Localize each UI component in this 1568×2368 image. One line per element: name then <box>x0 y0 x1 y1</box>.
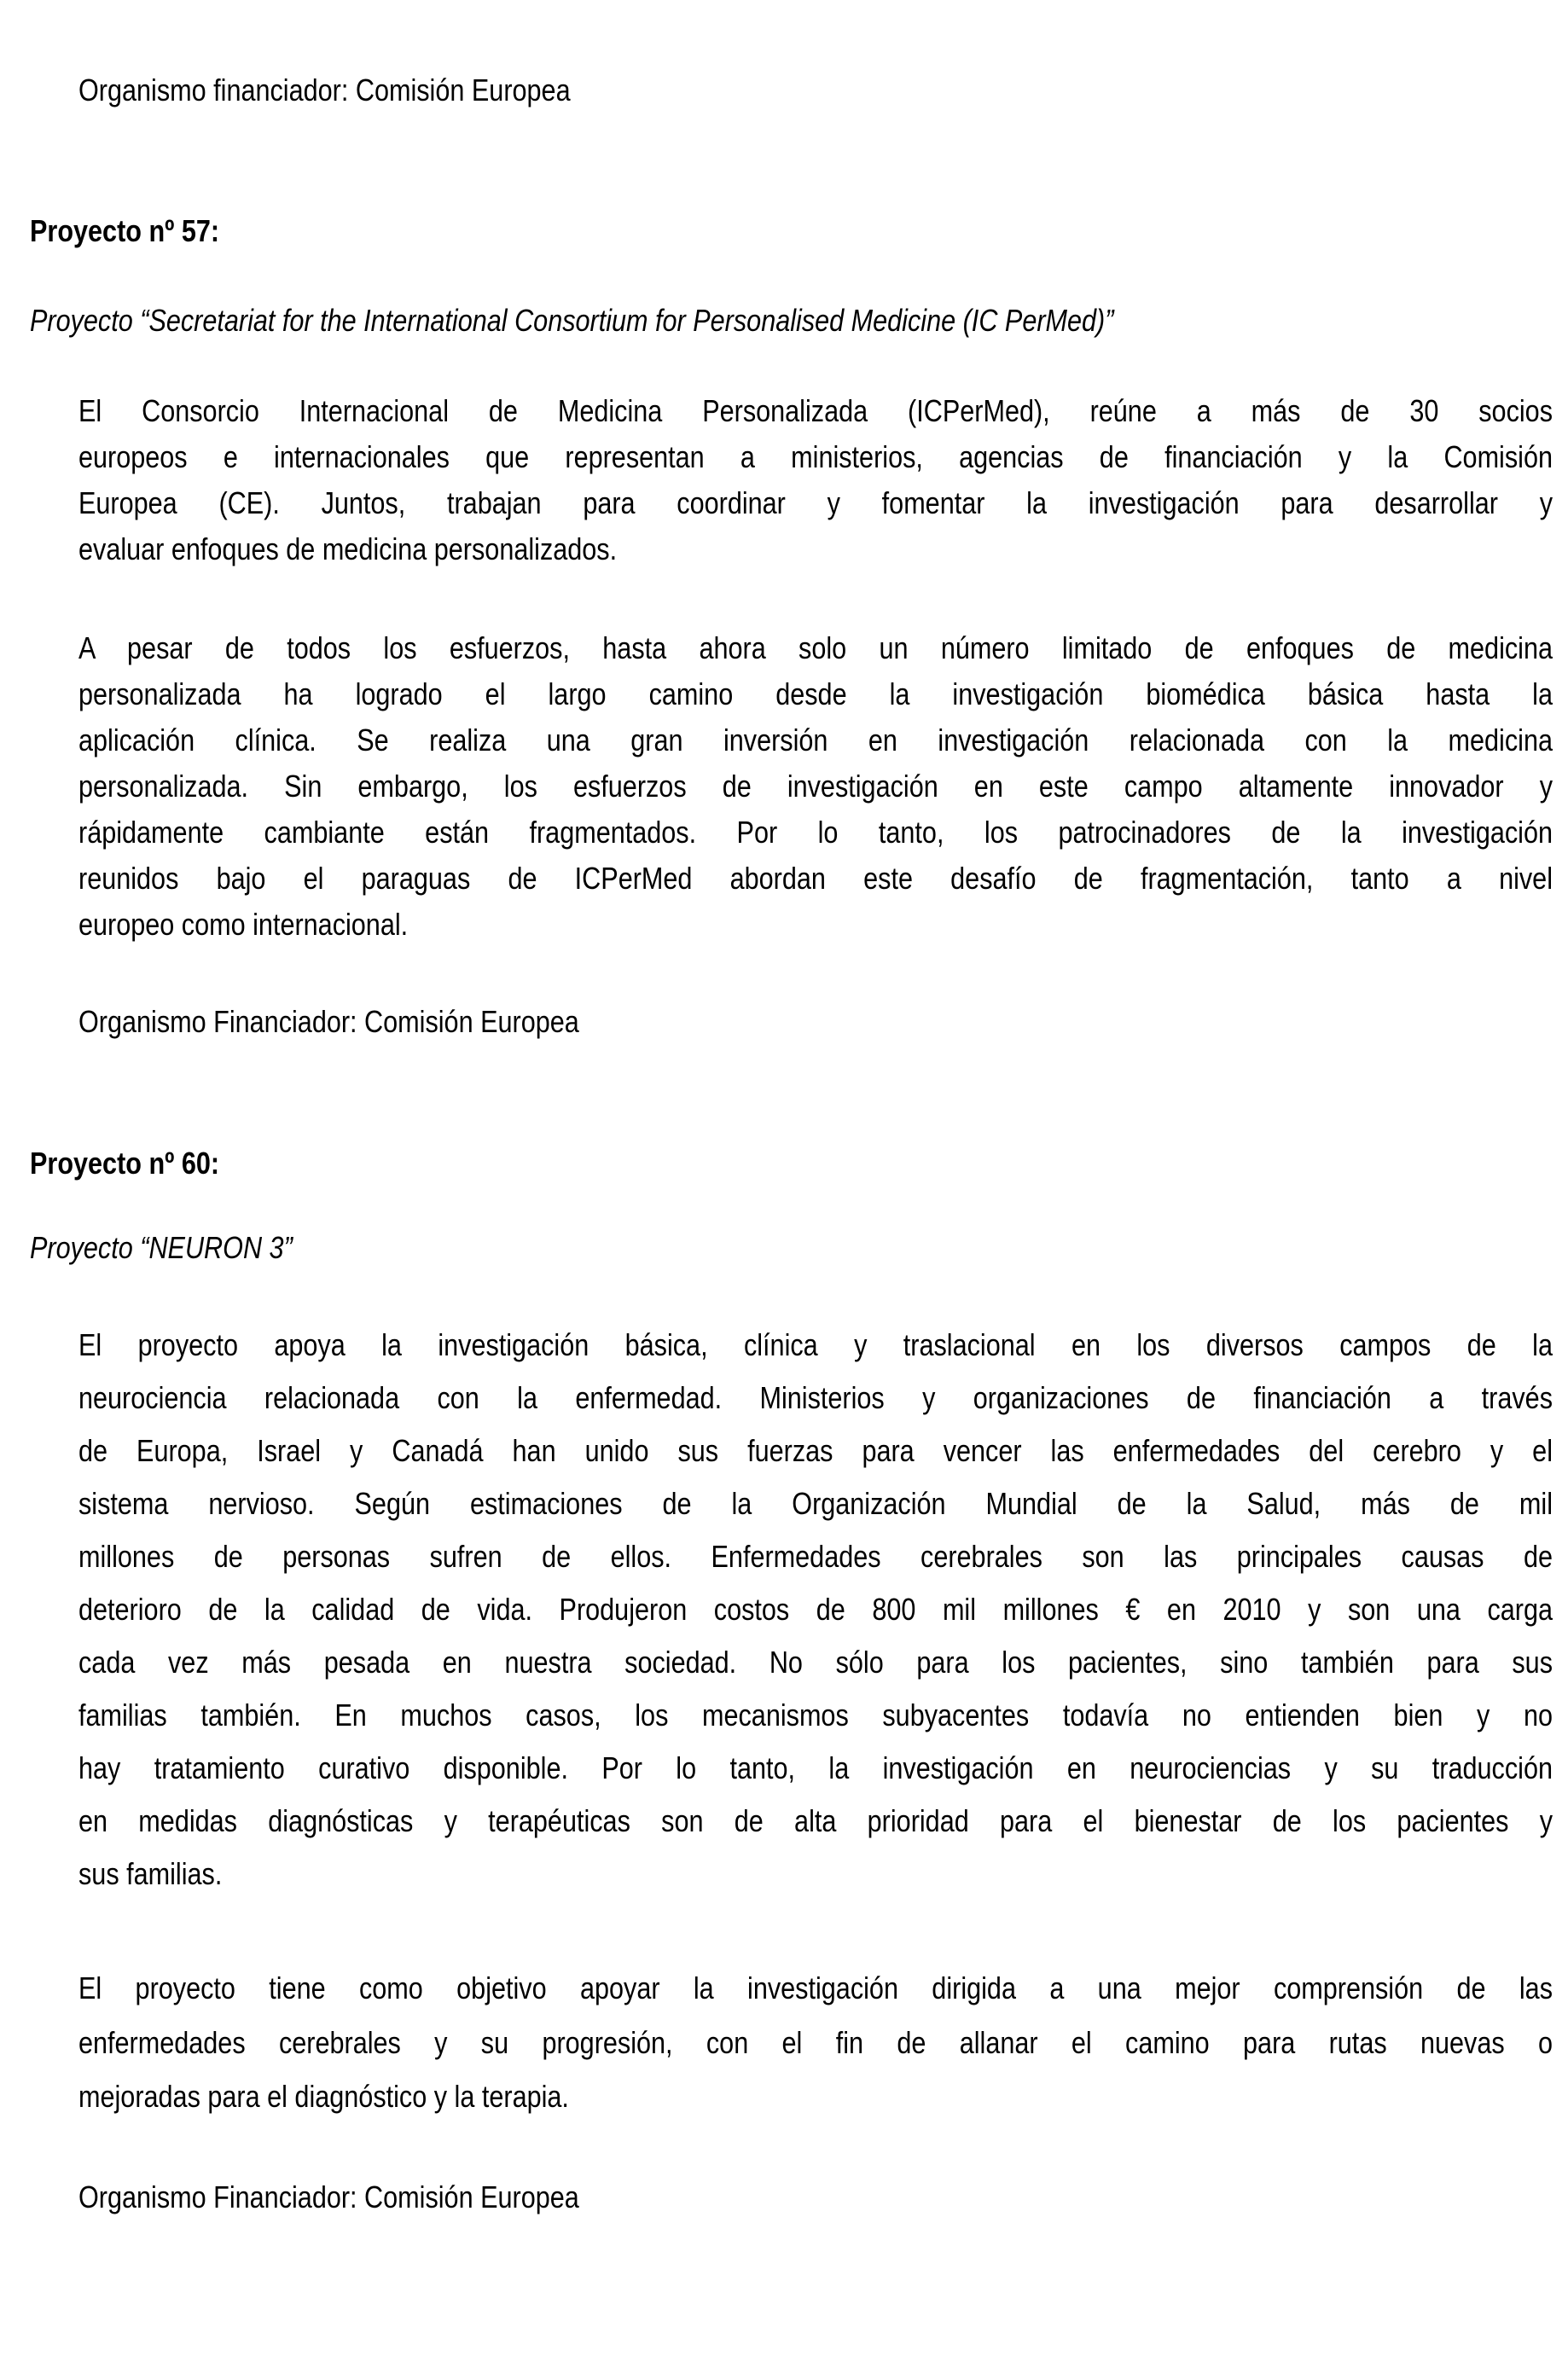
project-60-paragraph-2 <box>78 1961 1553 2124</box>
paragraph-line: sistema nervioso. Según estimaciones de la Organización Mundial de la Salud, más de mil <box>78 1486 1553 1521</box>
paragraph-line: en medidas diagnósticas y terapéuticas son de alta prioridad para el bienestar de los pacientes y <box>78 1803 1553 1838</box>
paragraph-line: mejoradas para el diagnóstico y la terapia. <box>78 2079 569 2114</box>
paragraph-line: El proyecto apoya la investigación básica, clínica y traslacional en los diversos campos de la <box>78 1327 1553 1362</box>
project-60-paragraph-1 <box>78 1319 1553 1901</box>
project-57-paragraph-1 <box>78 388 1553 572</box>
project-60-funder: Organismo Financiador: Comisión Europea <box>78 2179 579 2214</box>
paragraph-line: reunidos bajo el paraguas de ICPerMed abordan este desafío de fragmentación, tanto a nivel <box>78 861 1553 896</box>
paragraph-line: personalizada. Sin embargo, los esfuerzos de investigación en este campo altamente innovador y <box>78 769 1553 804</box>
project-57-title: Proyecto “Secretariat for the International Consortium for Personalised Medicine (IC PerMed)” <box>30 303 1114 338</box>
paragraph-line: personalizada ha logrado el largo camino desde la investigación biomédica básica hasta la <box>78 676 1553 711</box>
paragraph-line: evaluar enfoques de medicina personalizados. <box>78 531 618 566</box>
paragraph-line: enfermedades cerebrales y su progresión, con el fin de allanar el camino para rutas nuevas o <box>78 2024 1553 2060</box>
paragraph-line: europeo como internacional. <box>78 907 409 942</box>
project-57-heading: Proyecto nº 57: <box>30 213 220 248</box>
project-60-heading: Proyecto nº 60: <box>30 1146 220 1181</box>
paragraph-line: europeos e internacionales que representan a ministerios, agencias de financiación y la Comisión <box>78 439 1553 474</box>
paragraph-line: Europea (CE). Juntos, trabajan para coordinar y fomentar la investigación para desarrollar y <box>78 485 1553 520</box>
funder-line-top: Organismo financiador: Comisión Europea <box>78 73 571 107</box>
paragraph-line: hay tratamiento curativo disponible. Por lo tanto, la investigación en neurociencias y su traducción <box>78 1750 1553 1785</box>
paragraph-line: El Consorcio Internacional de Medicina Personalizada (ICPerMed), reúne a más de 30 socios <box>78 393 1553 428</box>
paragraph-line: neurociencia relacionada con la enfermedad. Ministerios y organizaciones de financiación a través <box>78 1380 1553 1415</box>
paragraph-line: cada vez más pesada en nuestra sociedad. No sólo para los pacientes, sino también para sus <box>78 1645 1553 1680</box>
paragraph-line: sus familias. <box>78 1856 223 1891</box>
paragraph-line: rápidamente cambiante están fragmentados. Por lo tanto, los patrocinadores de la investigación <box>78 815 1553 850</box>
paragraph-line: familias también. En muchos casos, los mecanismos subyacentes todavía no entienden bien y no <box>78 1698 1553 1732</box>
paragraph-line: deterioro de la calidad de vida. Produjeron costos de 800 mil millones € en 2010 y son una carga <box>78 1592 1553 1627</box>
project-57-paragraph-2 <box>78 625 1553 948</box>
paragraph-line: millones de personas sufren de ellos. Enfermedades cerebrales son las principales causas de <box>78 1539 1553 1574</box>
project-60-title: Proyecto “NEURON 3” <box>30 1230 293 1265</box>
project-57-funder: Organismo Financiador: Comisión Europea <box>78 1004 579 1039</box>
paragraph-line: El proyecto tiene como objetivo apoyar la investigación dirigida a una mejor comprensión de las <box>78 1970 1553 2005</box>
paragraph-line: de Europa, Israel y Canadá han unido sus fuerzas para vencer las enfermedades del cerebro y el <box>78 1433 1553 1468</box>
paragraph-line: aplicación clínica. Se realiza una gran inversión en investigación relacionada con la medicina <box>78 723 1553 757</box>
paragraph-line: A pesar de todos los esfuerzos, hasta ahora solo un número limitado de enfoques de medicina <box>78 630 1553 665</box>
